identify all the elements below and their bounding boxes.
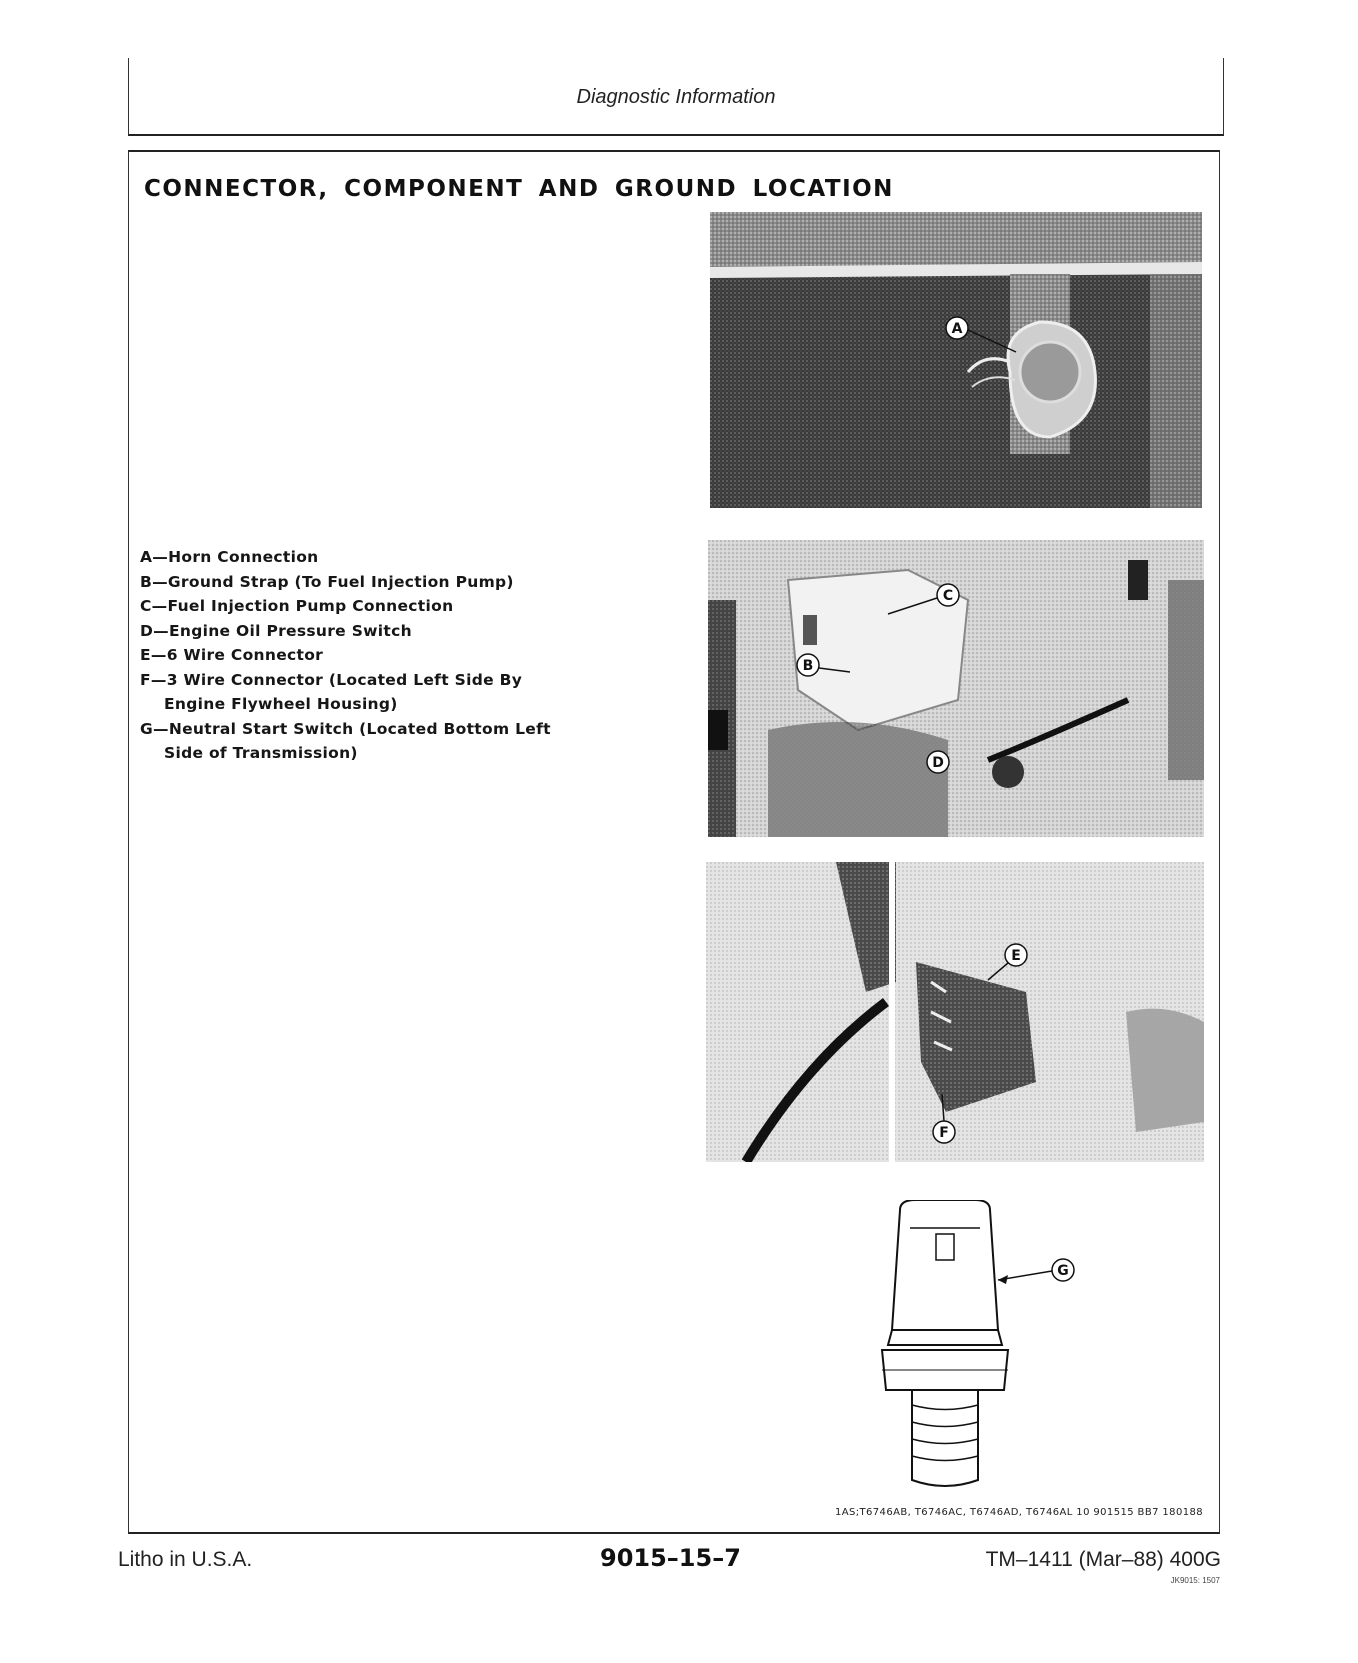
callout-c-label: C — [942, 588, 954, 604]
photo-connectors-image — [706, 862, 1204, 1162]
callout-a-label: A — [951, 321, 963, 337]
footer-manual-id: TM–1411 (Mar–88) 400G — [985, 1548, 1221, 1571]
legend-text-f: F—3 Wire Connector (Located Left Side By — [140, 670, 523, 689]
legend-text-d: D—Engine Oil Pressure Switch — [140, 621, 412, 640]
legend-item-e — [140, 643, 700, 668]
section-heading: CONNECTOR, COMPONENT AND GROUND LOCATION — [144, 176, 894, 202]
legend-cont-f: Engine Flywheel Housing) — [164, 695, 398, 713]
callout-g-label: G — [1057, 1263, 1069, 1279]
photo-injection-pump — [708, 540, 1204, 837]
callout-b-label: B — [802, 658, 814, 674]
legend-item-b — [140, 570, 700, 595]
callout-e-label: E — [1011, 948, 1021, 964]
footer-printer: Litho in U.S.A. — [118, 1548, 253, 1571]
switch-drawing — [880, 1200, 1120, 1500]
photo-injection-pump-image — [708, 540, 1204, 837]
legend-cont-g: Side of Transmission) — [164, 744, 358, 762]
legend-item-f — [140, 668, 700, 717]
page-header — [128, 58, 1224, 136]
legend-text-a: A—Horn Connection — [140, 548, 319, 566]
legend-text-c: C—Fuel Injection Pump Connection — [140, 597, 454, 615]
legend-text-g: G—Neutral Start Switch (Located Bottom Left — [140, 719, 551, 738]
header-title: Diagnostic Information — [576, 86, 776, 108]
footer-code: JK9015: 1507 — [1170, 1576, 1220, 1585]
callout-d-label: D — [932, 755, 944, 771]
footer-page-number: 9015–15–7 — [600, 1544, 741, 1572]
photo-horn-image — [710, 212, 1202, 508]
legend-text-b: B—Ground Strap (To Fuel Injection Pump) — [140, 572, 514, 591]
legend-item-d — [140, 619, 700, 644]
legend-item-a — [140, 545, 700, 570]
figure-reference: 1AS;T6746AB, T6746AC, T6746AD, T6746AL 10 901515 BB7 180188 — [835, 1507, 1203, 1518]
legend-text-e: E—6 Wire Connector — [140, 646, 324, 664]
photo-horn — [710, 212, 1202, 508]
legend-item-g — [140, 717, 700, 766]
photo-connectors — [706, 862, 1204, 1162]
illustration-neutral-start-switch — [880, 1200, 1120, 1500]
legend-list — [140, 545, 700, 766]
legend-item-c — [140, 594, 700, 619]
callout-f-label: F — [939, 1125, 949, 1141]
